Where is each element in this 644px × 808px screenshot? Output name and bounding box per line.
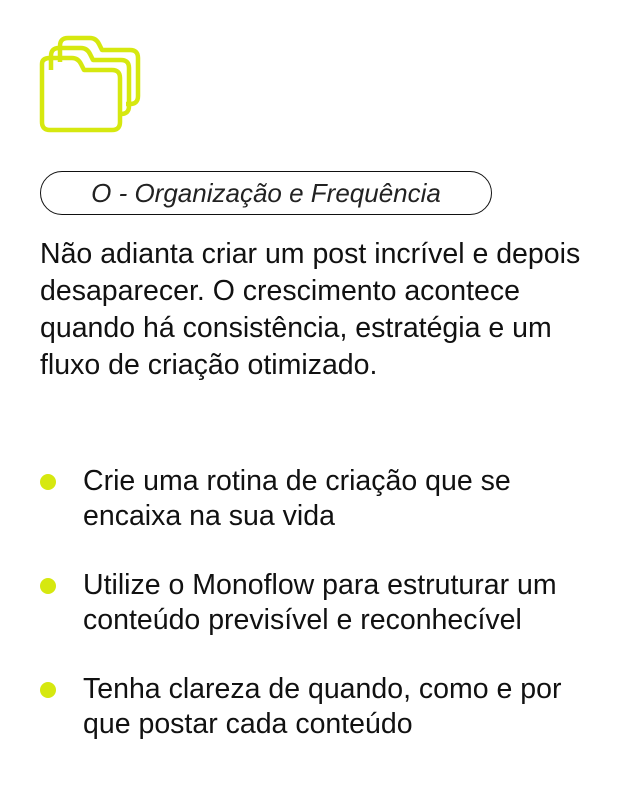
intro-paragraph: Não adianta criar um post incrível e depois desaparecer. O crescimento acontece quando há consistência, estratégia e um fluxo de criação otimizado. [40, 238, 581, 381]
bullet-dot-icon [40, 474, 56, 490]
bullet-dot-icon [40, 578, 56, 594]
list-item-text: Tenha clareza de quando, como e por que postar cada conteúdo [83, 673, 562, 740]
list-item-text: Utilize o Monoflow para estruturar um conteúdo previsível e reconhecível [83, 569, 557, 636]
list-item-text: Crie uma rotina de criação que se encaixa na sua vida [83, 465, 511, 532]
list-item [40, 672, 610, 742]
bullet-list [40, 464, 610, 776]
section-tag [40, 171, 492, 215]
bullet-dot-icon [40, 682, 56, 698]
section-tag-label: O - Organização e Frequência [91, 177, 441, 208]
list-item [40, 464, 610, 534]
list-item [40, 568, 610, 638]
folders-icon [38, 34, 142, 134]
